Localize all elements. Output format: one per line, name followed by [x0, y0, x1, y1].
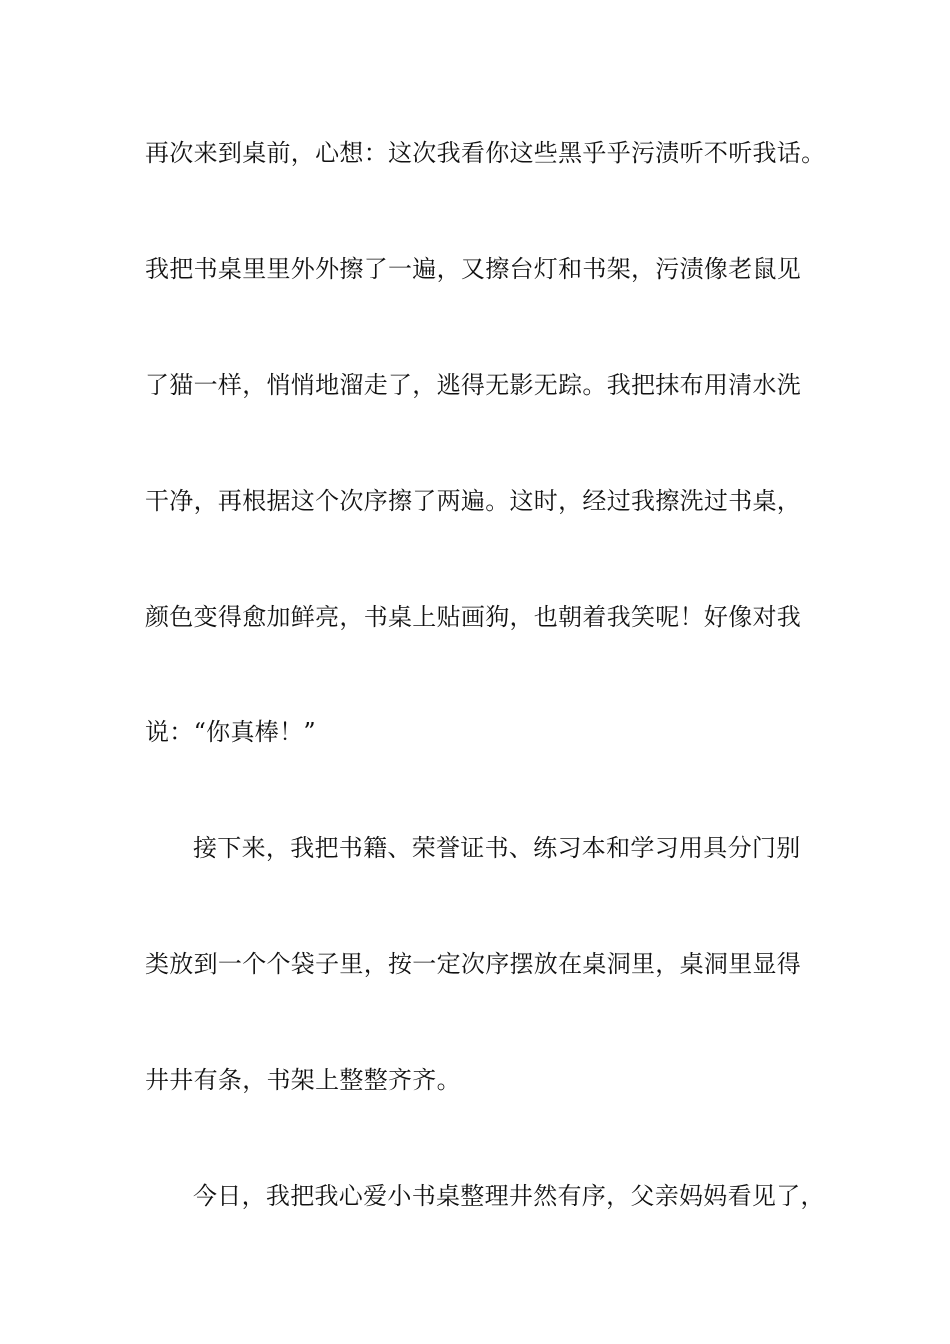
paragraph-start-line: 接下来，我把书籍、荣誉证书、练习本和学习用具分门别: [193, 834, 801, 862]
text-line: 类放到一个个袋子里，按一定次序摆放在桌洞里，桌洞里显得: [145, 950, 802, 978]
text-line: 我把书桌里里外外擦了一遍，又擦台灯和书架，污渍像老鼠见: [145, 255, 802, 283]
text-line: 颜色变得愈加鲜亮，书桌上贴画狗，也朝着我笑呢！好像对我: [145, 603, 802, 631]
paragraph-start-line: 今日，我把我心爱小书桌整理井然有序，父亲妈妈看见了，: [193, 1182, 825, 1210]
text-line: 井井有条，书架上整整齐齐。: [145, 1066, 461, 1094]
text-line: 干净，再根据这个次序擦了两遍。这时，经过我擦洗过书桌，: [145, 487, 802, 515]
text-line: 说：“你真棒！”: [145, 718, 316, 746]
text-line: 了猫一样，悄悄地溜走了，逃得无影无踪。我把抹布用清水洗: [145, 371, 802, 399]
text-line: 再次来到桌前，心想：这次我看你这些黑乎乎污渍听不听我话。: [145, 139, 826, 167]
